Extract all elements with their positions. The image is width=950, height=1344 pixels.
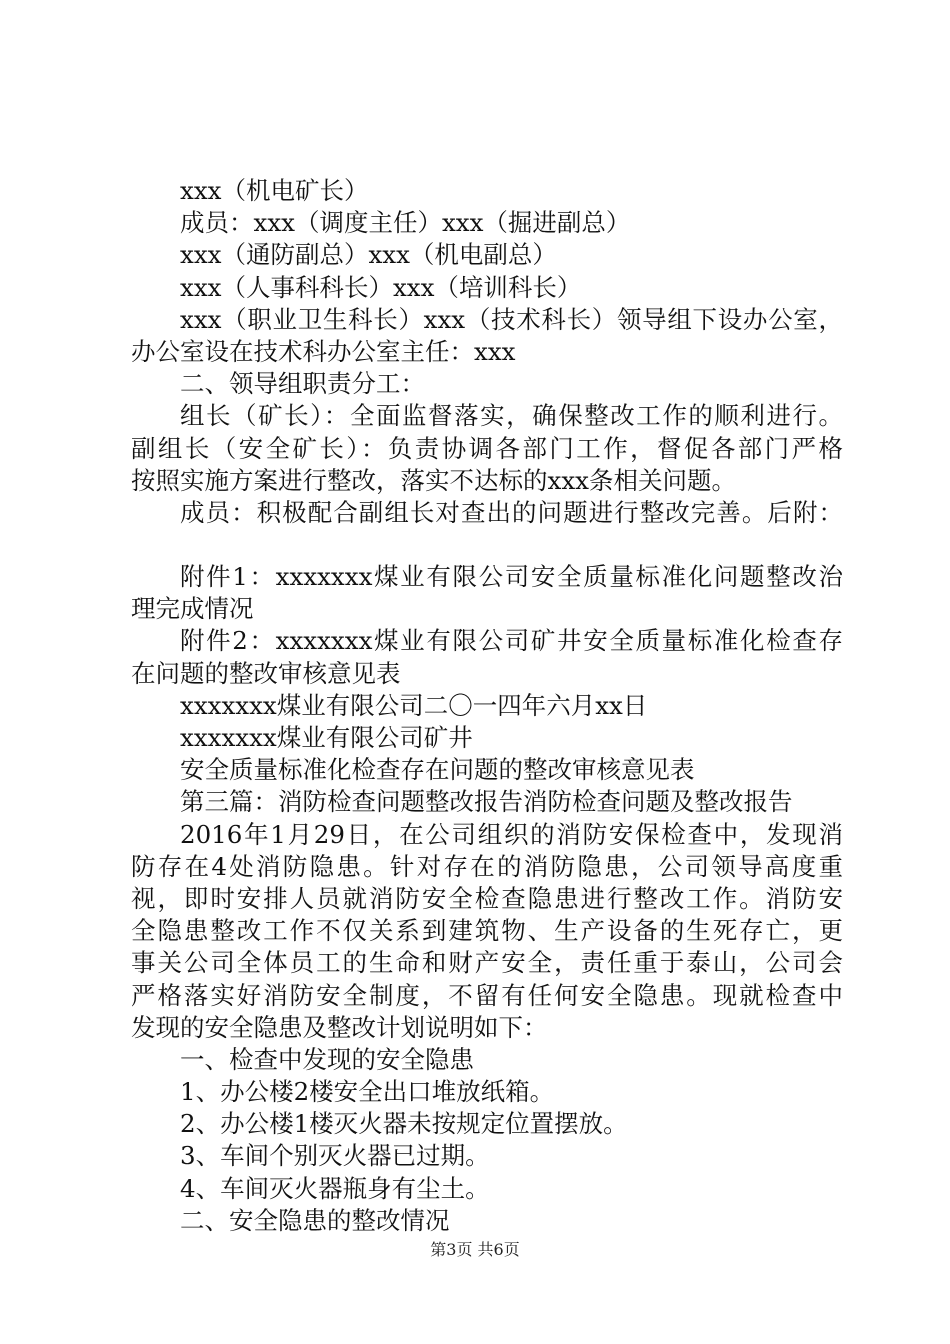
- text-line: 全隐患整改工作不仅关系到建筑物、生产设备的生死存亡，更: [131, 916, 843, 946]
- text-line: 2016年1月29日，在公司组织的消防安保检查中，发现消: [180, 819, 843, 849]
- text-line: 事关公司全体员工的生命和财产安全，责任重于泰山，公司会: [131, 948, 843, 978]
- blank-line: [131, 529, 843, 561]
- text-line: 理完成情况: [131, 594, 254, 624]
- page-footer: 第3页 共6页: [430, 1240, 520, 1259]
- section-heading: 第三篇：消防检查问题整改报告消防检查问题及整改报告: [180, 787, 793, 817]
- text-line: 附件1：xxxxxxx煤业有限公司安全质量标准化问题整改治: [180, 562, 843, 592]
- text-line: 按照实施方案进行整改，落实不达标的xxx条相关问题。: [131, 465, 736, 495]
- text-line: 附件2：xxxxxxx煤业有限公司矿井安全质量标准化检查存: [180, 626, 843, 656]
- text-line: 视，即时安排人员就消防安全检查隐患进行整改工作。消防安: [131, 883, 843, 913]
- text-line: xxx（职业卫生科长）xxx（技术科长）领导组下设办公室，: [180, 304, 843, 334]
- text-line: 防存在4处消防隐患。针对存在的消防隐患，公司领导高度重: [131, 851, 843, 881]
- section-heading: 一、检查中发现的安全隐患: [180, 1044, 474, 1074]
- text-line: 办公室设在技术科办公室主任：xxx: [131, 336, 516, 366]
- text-line: xxx（通防副总）xxx（机电副总）: [180, 240, 557, 270]
- text-line: xxxxxxx煤业有限公司二〇一四年六月xx日: [180, 690, 648, 720]
- list-item: 2、办公楼1楼灭火器未按规定位置摆放。: [180, 1109, 628, 1139]
- text-line: 发现的安全隐患及整改计划说明如下：: [131, 1012, 548, 1042]
- document-body: [131, 175, 843, 1237]
- text-line: 成员：积极配合副组长对查出的问题进行整改完善。后附：: [180, 497, 843, 527]
- text-line: xxx（人事科科长）xxx（培训科长）: [180, 272, 582, 302]
- section-heading: 二、安全隐患的整改情况: [180, 1205, 450, 1235]
- text-line: xxx（机电矿长）: [180, 176, 369, 205]
- text-line: 安全质量标准化检查存在问题的整改审核意见表: [180, 755, 695, 785]
- text-line: 成员：xxx（调度主任）xxx（掘进副总）: [180, 208, 631, 238]
- list-item: 4、车间灭火器瓶身有尘土。: [180, 1173, 490, 1203]
- text-line: xxxxxxx煤业有限公司矿井: [180, 723, 473, 752]
- list-item: 3、车间个别灭火器已过期。: [180, 1141, 490, 1171]
- section-heading: 二、领导组职责分工：: [180, 369, 425, 399]
- text-line: 副组长（安全矿长）：负责协调各部门工作，督促各部门严格: [131, 433, 843, 463]
- text-line: 在问题的整改审核意见表: [131, 658, 401, 688]
- text-line: 严格落实好消防安全制度，不留有任何安全隐患。现就检查中: [131, 980, 843, 1010]
- list-item: 1、办公楼2楼安全出口堆放纸箱。: [180, 1077, 555, 1107]
- text-line: 组长（矿长）：全面监督落实，确保整改工作的顺利进行。: [180, 401, 843, 431]
